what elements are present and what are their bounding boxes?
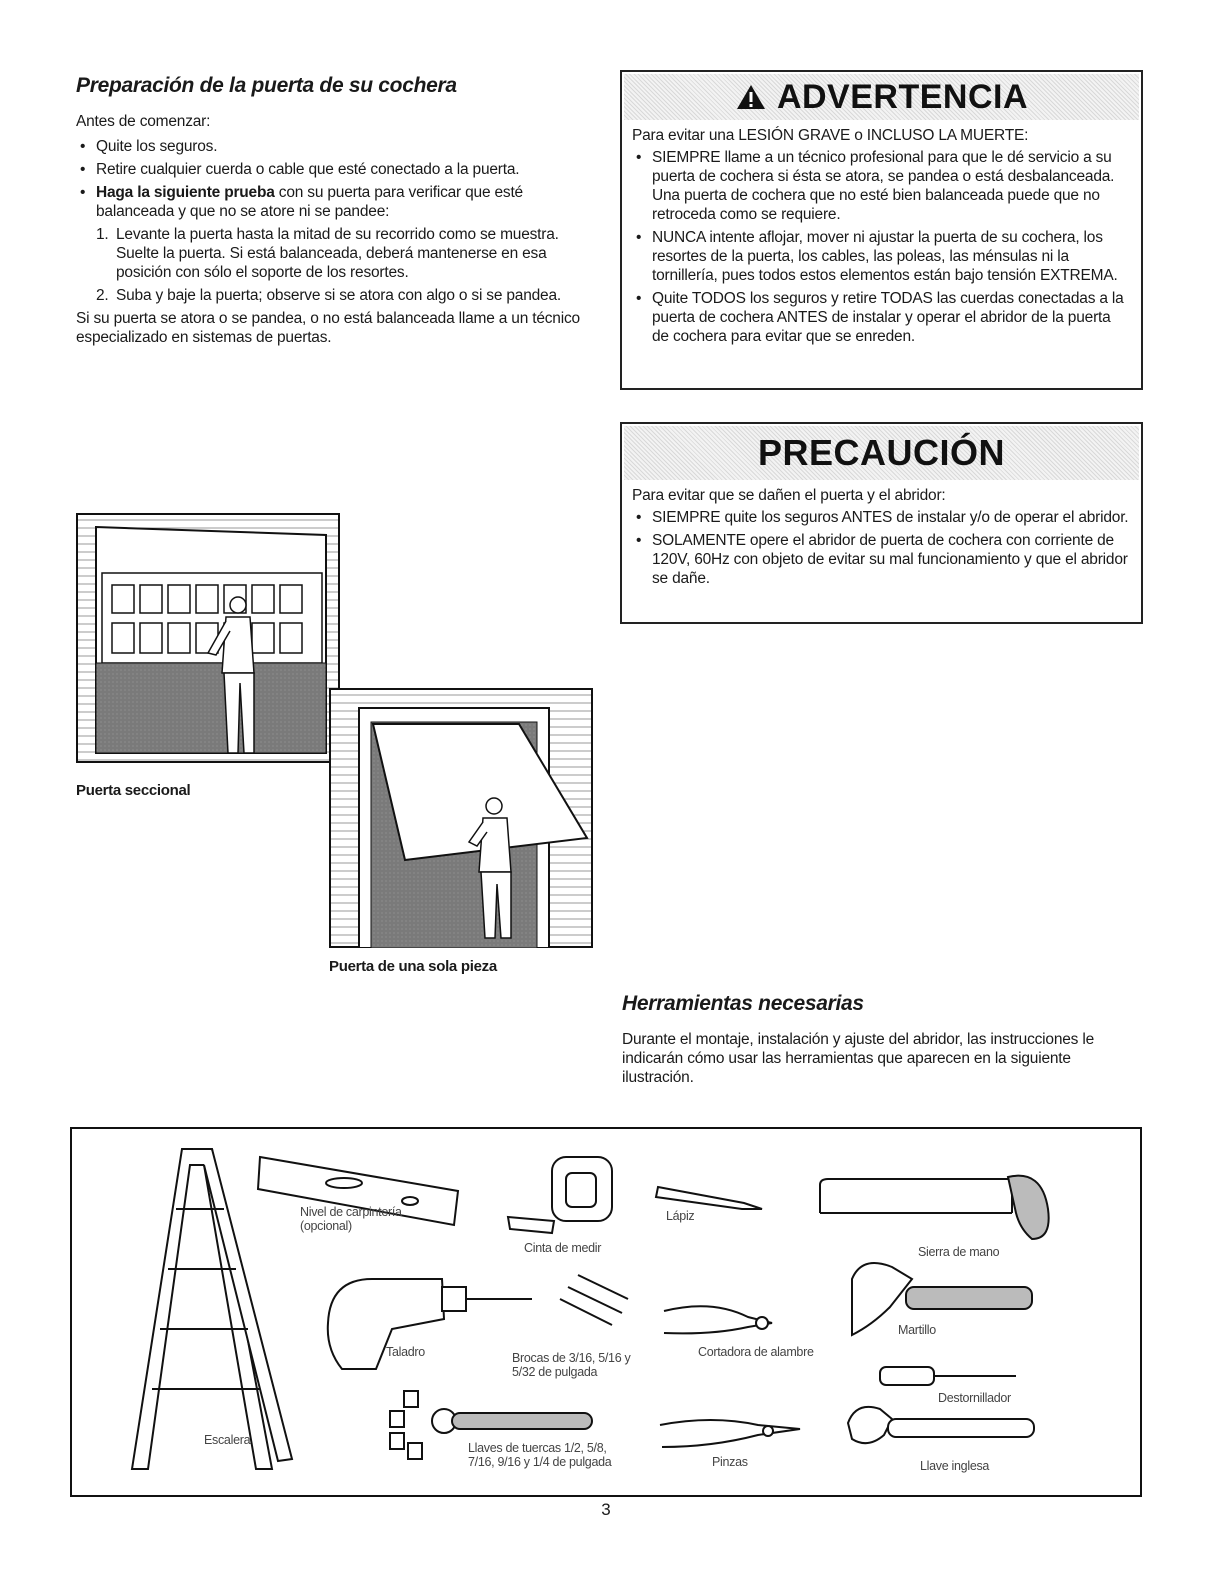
- drill-icon: [328, 1279, 532, 1369]
- step-1-number: 1.: [96, 226, 109, 243]
- sockets-label: Llaves de tuercas 1/2, 5/8, 7/16, 9/16 y 1/4 de pulgada: [468, 1441, 612, 1469]
- saw-label: Sierra de mano: [918, 1245, 1000, 1259]
- caution-item-1: • SIEMPRE quite los seguros ANTES de instalar y/o de operar el abridor.: [632, 508, 1129, 527]
- warning-banner: [624, 74, 1139, 120]
- caution-banner: [624, 426, 1139, 480]
- pliers-icon: [660, 1420, 800, 1447]
- warning-lead: Para evitar una LESIÓN GRAVE o INCLUSO LA MUERTE:: [632, 127, 1029, 144]
- warning-title: ADVERTENCIA: [776, 77, 1029, 116]
- screwdriver-icon: [880, 1367, 1016, 1385]
- prep-intro: Antes de comenzar:: [76, 113, 211, 130]
- warning-item-3: • Quite TODOS los seguros y retire TODAS las cuerdas conectadas a la puerta de cochera ANTES de instalar y operar el abridor de la puerta de cochera para evitar que se enreden.: [632, 289, 1129, 346]
- cutters-label: Cortadora de alambre: [698, 1345, 814, 1359]
- ladder-label: Escalera: [204, 1433, 251, 1447]
- prep-closing: Si su puerta se atora o se pandea, o no está balanceada llame a un técnico especializado en sistemas de puertas.: [76, 310, 580, 346]
- prep-step-1: [76, 225, 596, 282]
- drill-label: Taladro: [386, 1345, 425, 1359]
- pencil-label: Lápiz: [666, 1209, 695, 1223]
- prep-step-2: [76, 286, 596, 305]
- warning-item-1: • SIEMPRE llame a un técnico profesional para que le dé servicio a su puerta de cochera si ésta se atora, se pandea o está desbalanceada. Una puerta de cochera que no esté bien balanceada puede que no retroceda como se requiere.: [632, 148, 1129, 224]
- tools-section: [622, 992, 1142, 1087]
- step-2-text: Suba y baje la puerta; observe si se atora con algo o si se pandea.: [116, 287, 562, 304]
- hacksaw-icon: [820, 1176, 1049, 1239]
- caution-title: PRECAUCIÓN: [757, 432, 1005, 473]
- caution-item-2: • SOLAMENTE opere el abridor de puerta de cochera con corriente de 120V, 60Hz con objeto de evitar su mal funcionamiento y que el abridor se dañe.: [632, 531, 1129, 588]
- tools-intro: Durante el montaje, instalación y ajuste del abridor, las instrucciones le indicarán cómo usar las herramientas que aparecen en la siguiente ilustración.: [622, 1031, 1094, 1086]
- prep-section: [76, 74, 596, 347]
- hammer-icon: [852, 1263, 1032, 1335]
- step-2-number: 2.: [96, 287, 109, 304]
- prep-bullet-3: [76, 183, 596, 221]
- one-piece-door-illustration: [329, 688, 593, 948]
- prep-bullet-1: • Quite los seguros.: [76, 137, 596, 156]
- warning-triangle-icon: [735, 83, 767, 111]
- pencil-icon: [656, 1187, 762, 1209]
- page-number: 3: [601, 1500, 611, 1519]
- tape-label: Cinta de medir: [524, 1241, 602, 1255]
- bits-label: Brocas de 3/16, 5/16 y 5/32 de pulgada: [512, 1351, 631, 1379]
- step-1-text: Levante la puerta hasta la mitad de su recorrido como se muestra. Suelte la puerta. Si está balanceada, deberá mantenerse en esa posición con sólo el soporte de los resortes.: [116, 226, 559, 281]
- caution-box: [620, 422, 1143, 624]
- tape-measure-icon: [508, 1157, 612, 1233]
- ladder-icon: [132, 1149, 292, 1469]
- wire-cutters-icon: [664, 1306, 772, 1333]
- one-piece-door-caption: Puerta de una sola pieza: [329, 958, 497, 975]
- sectional-door-caption: Puerta seccional: [76, 782, 191, 799]
- prep-bullet-3-bold: Haga la siguiente prueba: [96, 184, 275, 201]
- pliers-label: Pinzas: [712, 1455, 748, 1469]
- level-label: Nivel de carpintería (opcional): [300, 1205, 402, 1233]
- tools-box: [70, 1127, 1142, 1497]
- warning-box: [620, 70, 1143, 390]
- tools-title: Herramientas necesarias: [622, 992, 864, 1015]
- adjustable-wrench-icon: [848, 1407, 1034, 1443]
- caution-lead: Para evitar que se dañen el puerta y el abridor:: [632, 487, 946, 504]
- prep-bullet-2: • Retire cualquier cuerda o cable que esté conectado a la puerta.: [76, 160, 596, 179]
- prep-title: Preparación de la puerta de su cochera: [76, 74, 457, 97]
- wrench-label: Llave inglesa: [920, 1459, 990, 1473]
- screwdriver-label: Destornillador: [938, 1391, 1011, 1405]
- sectional-door-illustration: [76, 513, 340, 763]
- drill-bits-icon: [560, 1275, 628, 1325]
- prep-bullet-3-rest: con su puerta para verificar que esté balanceada y que no se atore ni se pandee:: [96, 184, 523, 220]
- hammer-label: Martillo: [898, 1323, 936, 1337]
- warning-item-2: • NUNCA intente aflojar, mover ni ajustar la puerta de su cochera, los resortes de la puerta, los cables, las poleas, las ménsulas ni la tornillería, pues todos estos elementos están bajo tensión EXTREMA.: [632, 228, 1129, 285]
